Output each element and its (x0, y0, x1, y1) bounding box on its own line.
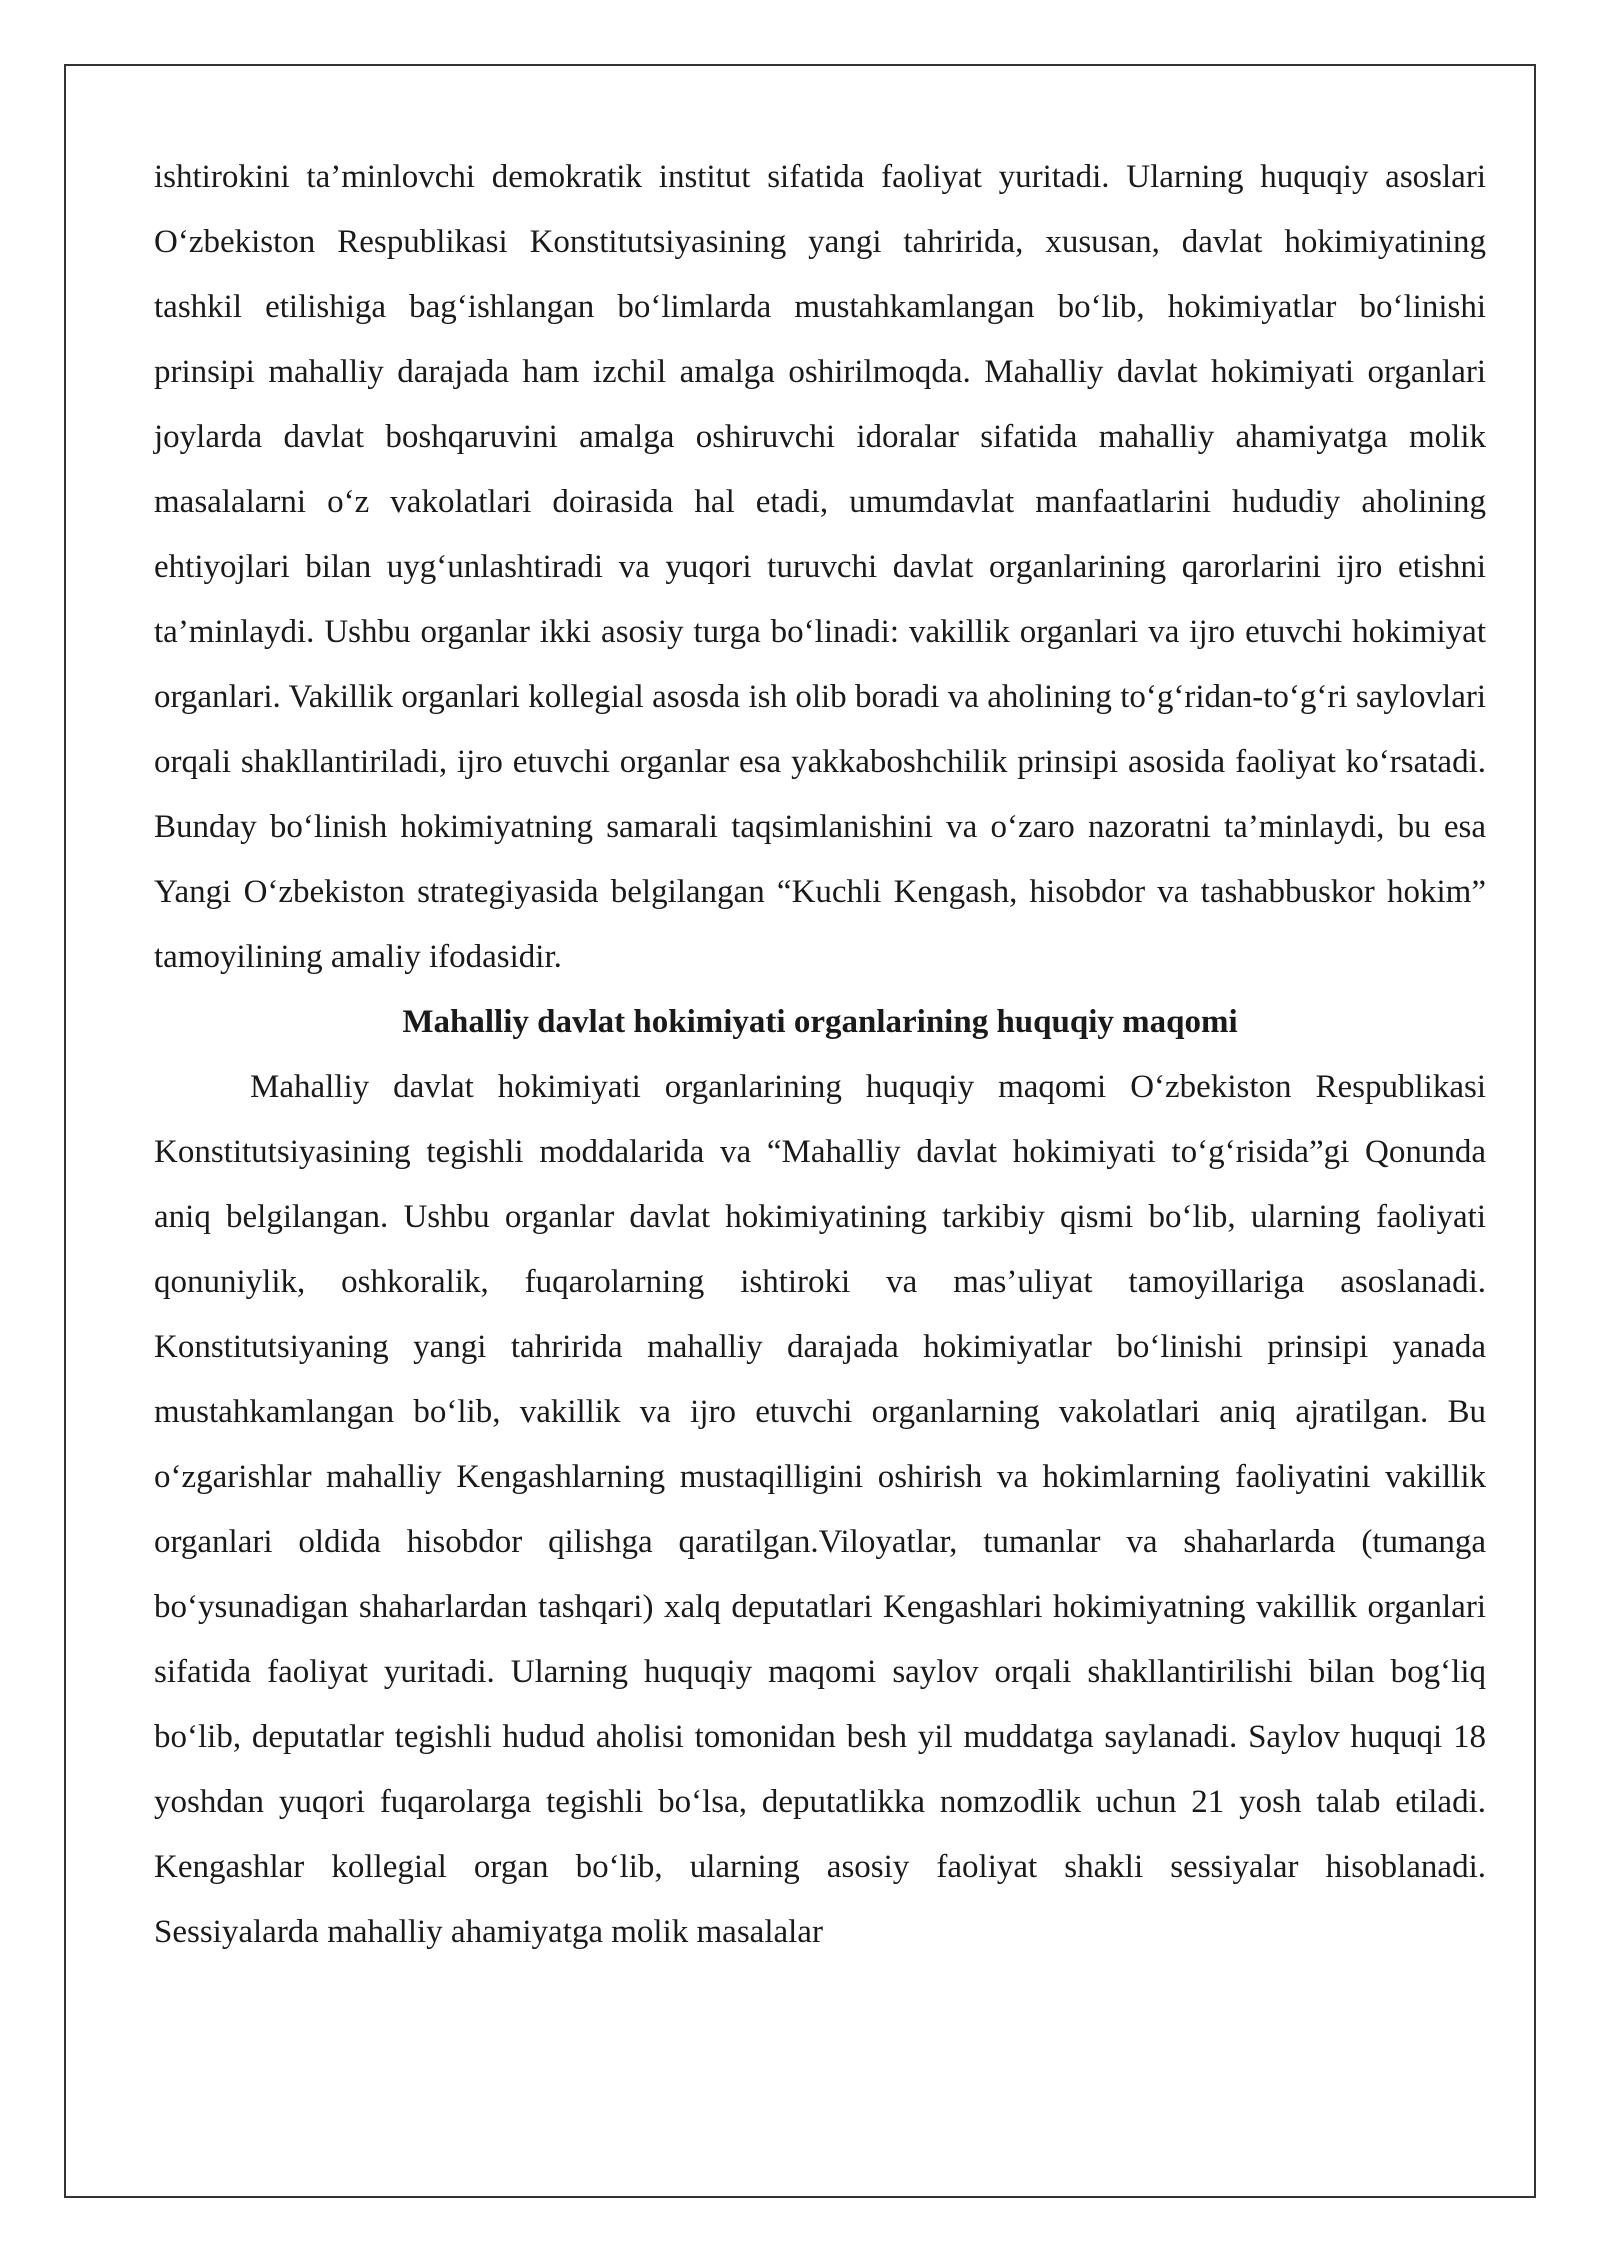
body-paragraph-1: ishtirokini ta’minlovchi demokratik institut sifatida faoliyat yuritadi. Ularning huquqiy asoslari O‘zbekiston Respublikasi Konstitutsiyasining yangi tahririda, xususan, davlat hokimiyatining tashkil etilishiga bag‘ishlangan bo‘limlarda mustahkamlangan bo‘lib, hokimiyatlar bo‘linishi prinsipi mahalliy darajada ham izchil amalga oshirilmoqda. Mahalliy davlat hokimiyati organlari joylarda davlat boshqaruvini amalga oshiruvchi idoralar sifatida mahalliy ahamiyatga molik masalalarni o‘z vakolatlari doirasida hal etadi, umumdavlat manfaatlarini hududiy aholining ehtiyojlari bilan uyg‘unlashtiradi va yuqori turuvchi davlat organlarining qarorlarini ijro etishni ta’minlaydi. Ushbu organlar ikki asosiy turga bo‘linadi: vakillik organlari va ijro etuvchi hokimiyat organlari. Vakillik organlari kollegial asosda ish olib boradi va aholining to‘g‘ridan-to‘g‘ri saylovlari orqali shakllantiriladi, ijro etuvchi organlar esa yakkaboshchilik prinsipi asosida faoliyat ko‘rsatadi. Bunday bo‘linish hokimiyatning samarali taqsimlanishini va o‘zaro nazoratni ta’minlaydi, bu esa Yangi O‘zbekiston strategiyasida belgilangan “Kuchli Kengash, hisobdor va tashabbuskor hokim” tamoyilining amaliy ifodasidir. (154, 159, 1486, 975)
body-paragraph-2: Mahalliy davlat hokimiyati organlarining huquqiy maqomi O‘zbekiston Respublikasi Konstitutsiyasining tegishli moddalarida va “Mahalliy davlat hokimiyati to‘g‘risida”gi Qonunda aniq belgilangan. Ushbu organlar davlat hokimiyatining tarkibiy qismi bo‘lib, ularning faoliyati qonuniylik, oshkoralik, fuqarolarning ishtiroki va mas’uliyat tamoyillariga asoslanadi. Konstitutsiyaning yangi tahririda mahalliy darajada hokimiyatlar bo‘linishi prinsipi yanada mustahkamlangan bo‘lib, vakillik va ijro etuvchi organlarning vakolatlari aniq ajratilgan. Bu o‘zgarishlar mahalliy Kengashlarning mustaqilligini oshirish va hokimlarning faoliyatini vakillik organlari oldida hisobdor qilishga qaratilgan.Viloyatlar, tumanlar va shaharlarda (tumanga bo‘ysunadigan shaharlardan tashqari) xalq deputatlari Kengashlari hokimiyatning vakillik organlari sifatida faoliyat yuritadi. Ularning huquqiy maqomi saylov orqali shakllantirilishi bilan bog‘liq bo‘lib, deputatlar tegishli hudud aholisi tomonidan besh yil muddatga saylanadi. Saylov huquqi 18 yoshdan yuqori fuqarolarga tegishli bo‘lsa, deputatlikka nomzodlik uchun 21 yosh talab etiladi. Kengashlar kollegial organ bo‘lib, ularning asosiy faoliyat shakli sessiyalar hisoblanadi. Sessiyalarda mahalliy ahamiyatga molik masalalar (154, 1069, 1486, 1950)
document-body (154, 145, 1486, 1965)
section-heading: Mahalliy davlat hokimiyati organlarining huquqiy maqomi (402, 1004, 1238, 1040)
